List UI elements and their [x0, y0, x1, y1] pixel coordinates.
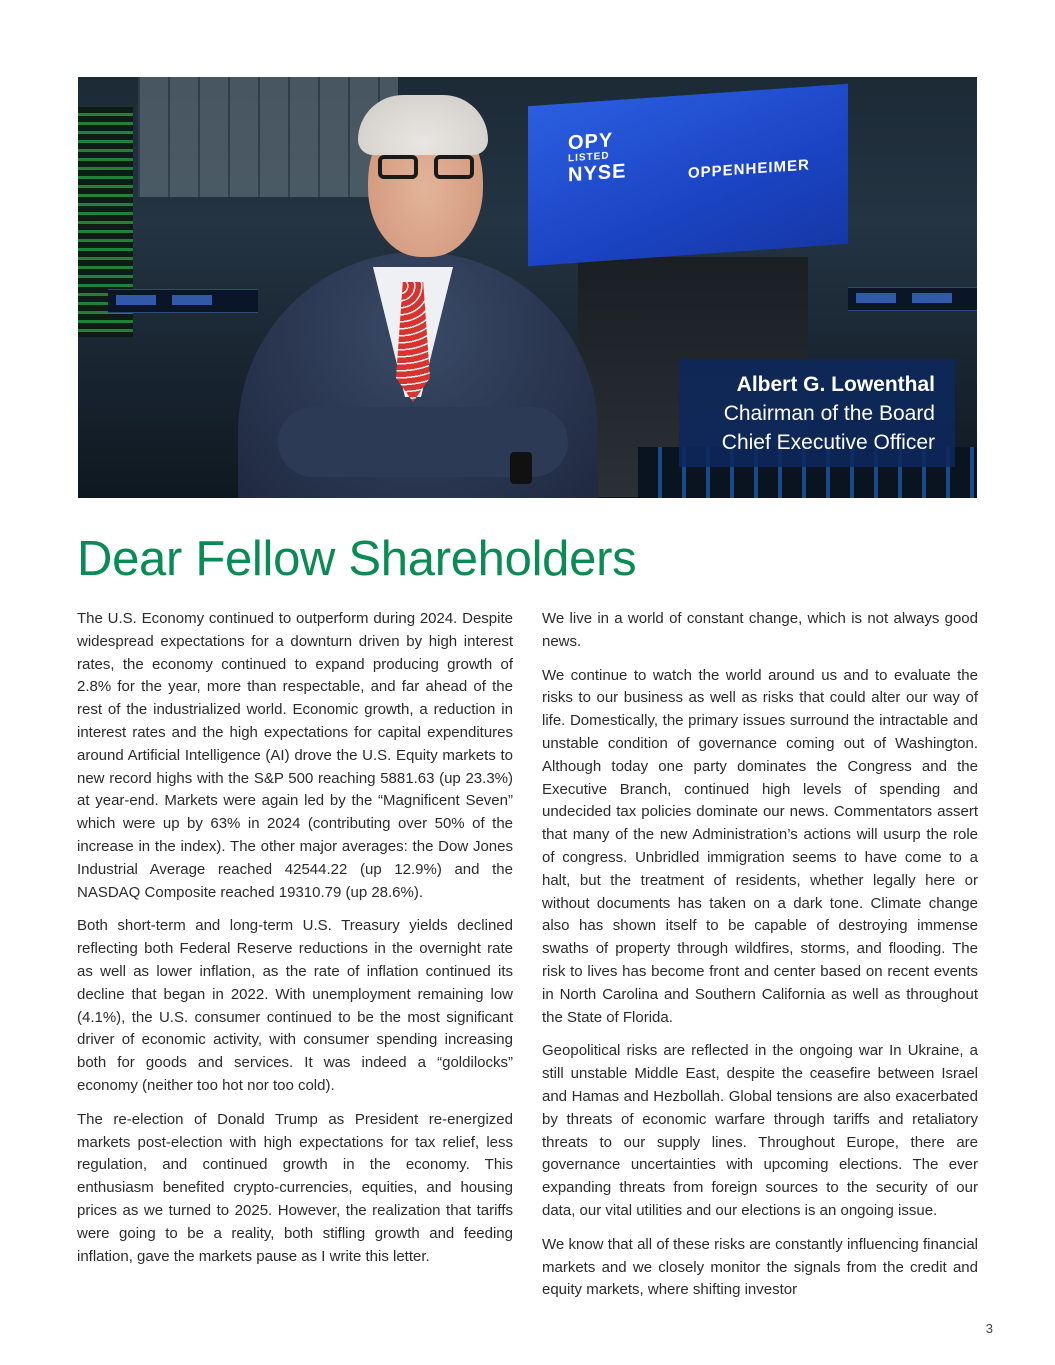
- paragraph: Geopolitical risks are reflected in the ongoing war In Ukraine, a still unstable Middle East, despite the ceasefire between Israel and Hamas and Hezbollah. Global tensions are also exacerbated by threats of economic warfare through tariffs and retaliatory threats to our supply lines. Throughout Europe, there are governance uncertainties with upcoming elections. The ever expanding threats from foreign sources to the security of our data, our vital utilities and our elections is an ongoing issue.: [542, 1042, 978, 1219]
- page-number: 3: [985, 1321, 993, 1336]
- paragraph: The re-election of Donald Trump as President re-energized markets post-election with high expectations for tax relief, less regulation, and continued growth in the economy. This enthusiasm benefited crypto-currencies, equities, and housing prices as we turned to 2025. However, the realization that tariffs were going to be a reality, both stifling growth and feeding inflation, gave the markets pause as I write this letter.: [77, 1110, 513, 1265]
- oppenheimer-logo: OPPENHEIMER: [688, 156, 810, 182]
- watch: [510, 452, 532, 484]
- left-column: [77, 608, 513, 1279]
- paragraph: We continue to watch the world around us and to evaluate the risks to our business as well as risks that could alter our way of life. Domestically, the primary issues surround the intractable and unstable condition of governance coming out of Washington. Although today one party dominates the Congress and the Executive Branch, continued high levels of spending and undecided tax policies dominate our news. Commentators assert that many of the new Administration’s actions will usurp the role of congress. Unbridled immigration seems to have come to a halt, but the treatment of residents, whether legally here or without documents has taken on a dark tone. Climate change also has shown itself to be capable of destroying immense swaths of property through wildfires, storms, and flooding. The risk to lives has become front and center based on recent events in North Carolina and Southern California as well as throughout the State of Florida.: [542, 666, 978, 1026]
- photo-caption: [679, 359, 955, 467]
- ticker-band-left: [108, 289, 258, 313]
- caption-title-line2: Chief Executive Officer: [721, 431, 935, 454]
- chairman-photo: [78, 77, 977, 498]
- caption-name: Albert G. Lowenthal: [736, 373, 935, 396]
- paragraph: We live in a world of constant change, which is not always good news.: [542, 610, 978, 650]
- opy-listed-logo: OPY LISTED NYSE: [568, 129, 627, 187]
- right-column: [542, 608, 978, 1313]
- paragraph: The U.S. Economy continued to outperform during 2024. Despite widespread expectations for a downturn driven by high interest rates, the economy continued to expand producing growth of 2.8% for the year, more than respectable, and far ahead of the rest of the industrialized world. Economic growth, a reduction in interest rates and the high expectations for capital expenditures around Artificial Intelligence (AI) drove the U.S. Equity markets to new record highs with the S&P 500 reaching 5881.63 (up 23.3%) at year-end. Markets were again led by the “Magnificent Seven” which were up by 63% in 2024 (contributing over 50% of the increase in the index). The other major averages: the Dow Jones Industrial Average reached 42544.22 (up 12.9%) and the NASDAQ Composite reached 19310.79 (up 28.6%).: [77, 610, 513, 901]
- ticker-band-right: [848, 287, 977, 311]
- glasses: [378, 155, 474, 181]
- caption-title-line1: Chairman of the Board: [723, 402, 935, 425]
- hair: [358, 95, 488, 155]
- paragraph: Both short-term and long-term U.S. Treasury yields declined reflecting both Federal Reserve reductions in the overnight rate as well as lower inflation, as the rate of inflation continued its decline that began in 2022. With unemployment remaining low (4.1%), the U.S. consumer continued to be the most significant driver of economic activity, with consumer spending increasing both for goods and services. It was indeed a “goldilocks” economy (neither too hot nor too cold).: [77, 917, 513, 1094]
- portrait-subject: [238, 77, 598, 498]
- page-heading: Dear Fellow Shareholders: [77, 532, 637, 586]
- paragraph: We know that all of these risks are constantly influencing financial markets and we closely monitor the signals from the credit and equity markets, where shifting investor: [542, 1235, 978, 1299]
